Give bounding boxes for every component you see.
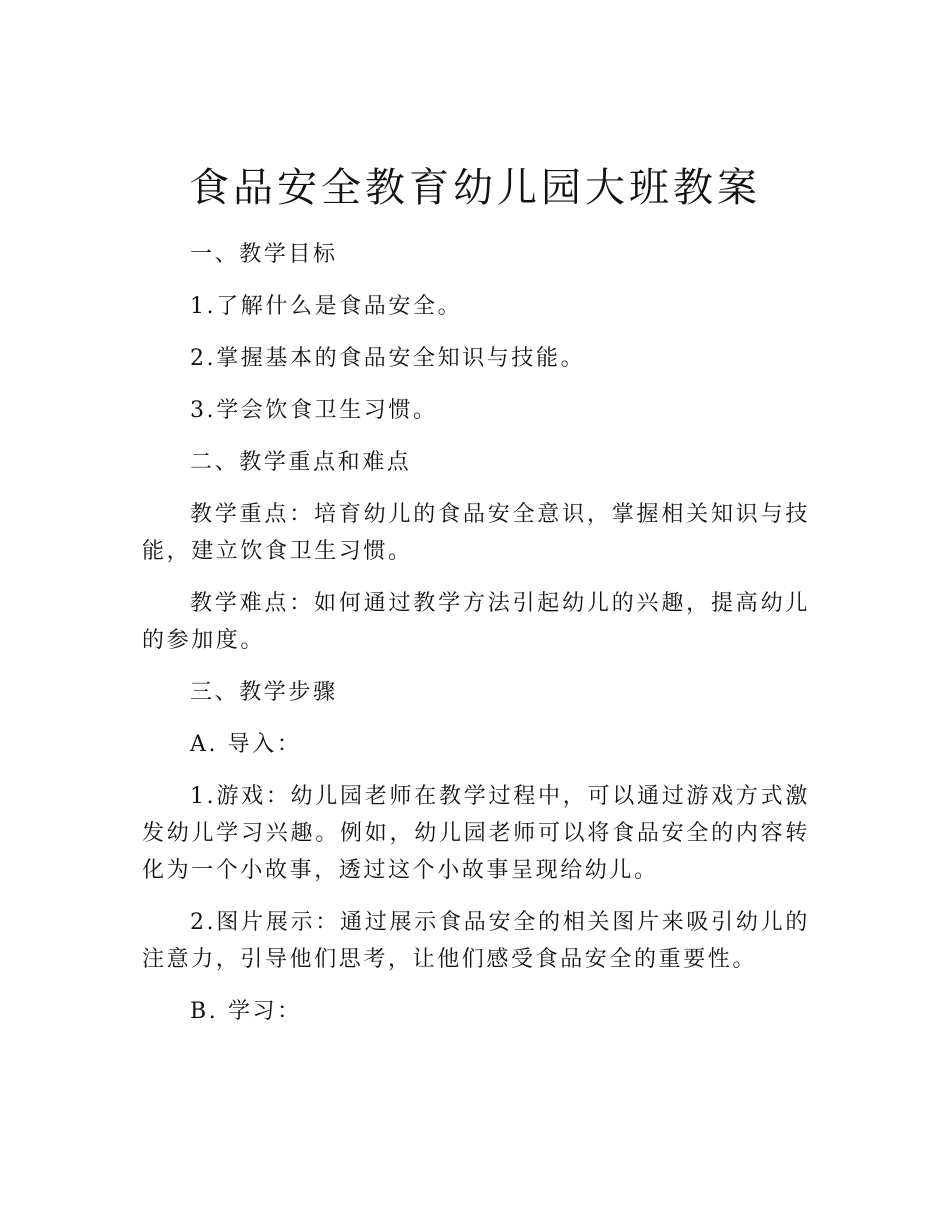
document-body (142, 236, 810, 1045)
section-heading-objectives: 一、教学目标 (190, 242, 338, 267)
step-a-item-1: 1.游戏：幼儿园老师在教学过程中，可以通过游戏方式激发幼儿学习兴趣。例如，幼儿园老师可以将食品安全的内容转化为一个小故事，透过这个小故事呈现给幼儿。 (142, 784, 810, 883)
objective-item-2: 2.掌握基本的食品安全知识与技能。 (190, 346, 586, 371)
key-point-paragraph: 教学重点：培育幼儿的食品安全意识，掌握相关知识与技能，建立饮食卫生习惯。 (142, 502, 810, 564)
step-a-item-2: 2.图片展示：通过展示食品安全的相关图片来吸引幼儿的注意力，引导他们思考，让他们感受食品安全的重要性。 (142, 910, 810, 972)
objective-item-3: 3.学会饮食卫生习惯。 (190, 398, 438, 423)
difficulty-paragraph: 教学难点：如何通过教学方法引起幼儿的兴趣，提高幼儿的参加度。 (142, 591, 810, 653)
step-b-heading: B. 学习： (190, 999, 302, 1024)
section-heading-key-points: 二、教学重点和难点 (190, 450, 412, 475)
document-title: 食品安全教育幼儿园大班教案 (189, 165, 761, 211)
step-a-heading: A. 导入： (190, 732, 302, 757)
section-heading-steps: 三、教学步骤 (190, 680, 338, 705)
objective-item-1: 1.了解什么是食品安全。 (190, 294, 463, 319)
